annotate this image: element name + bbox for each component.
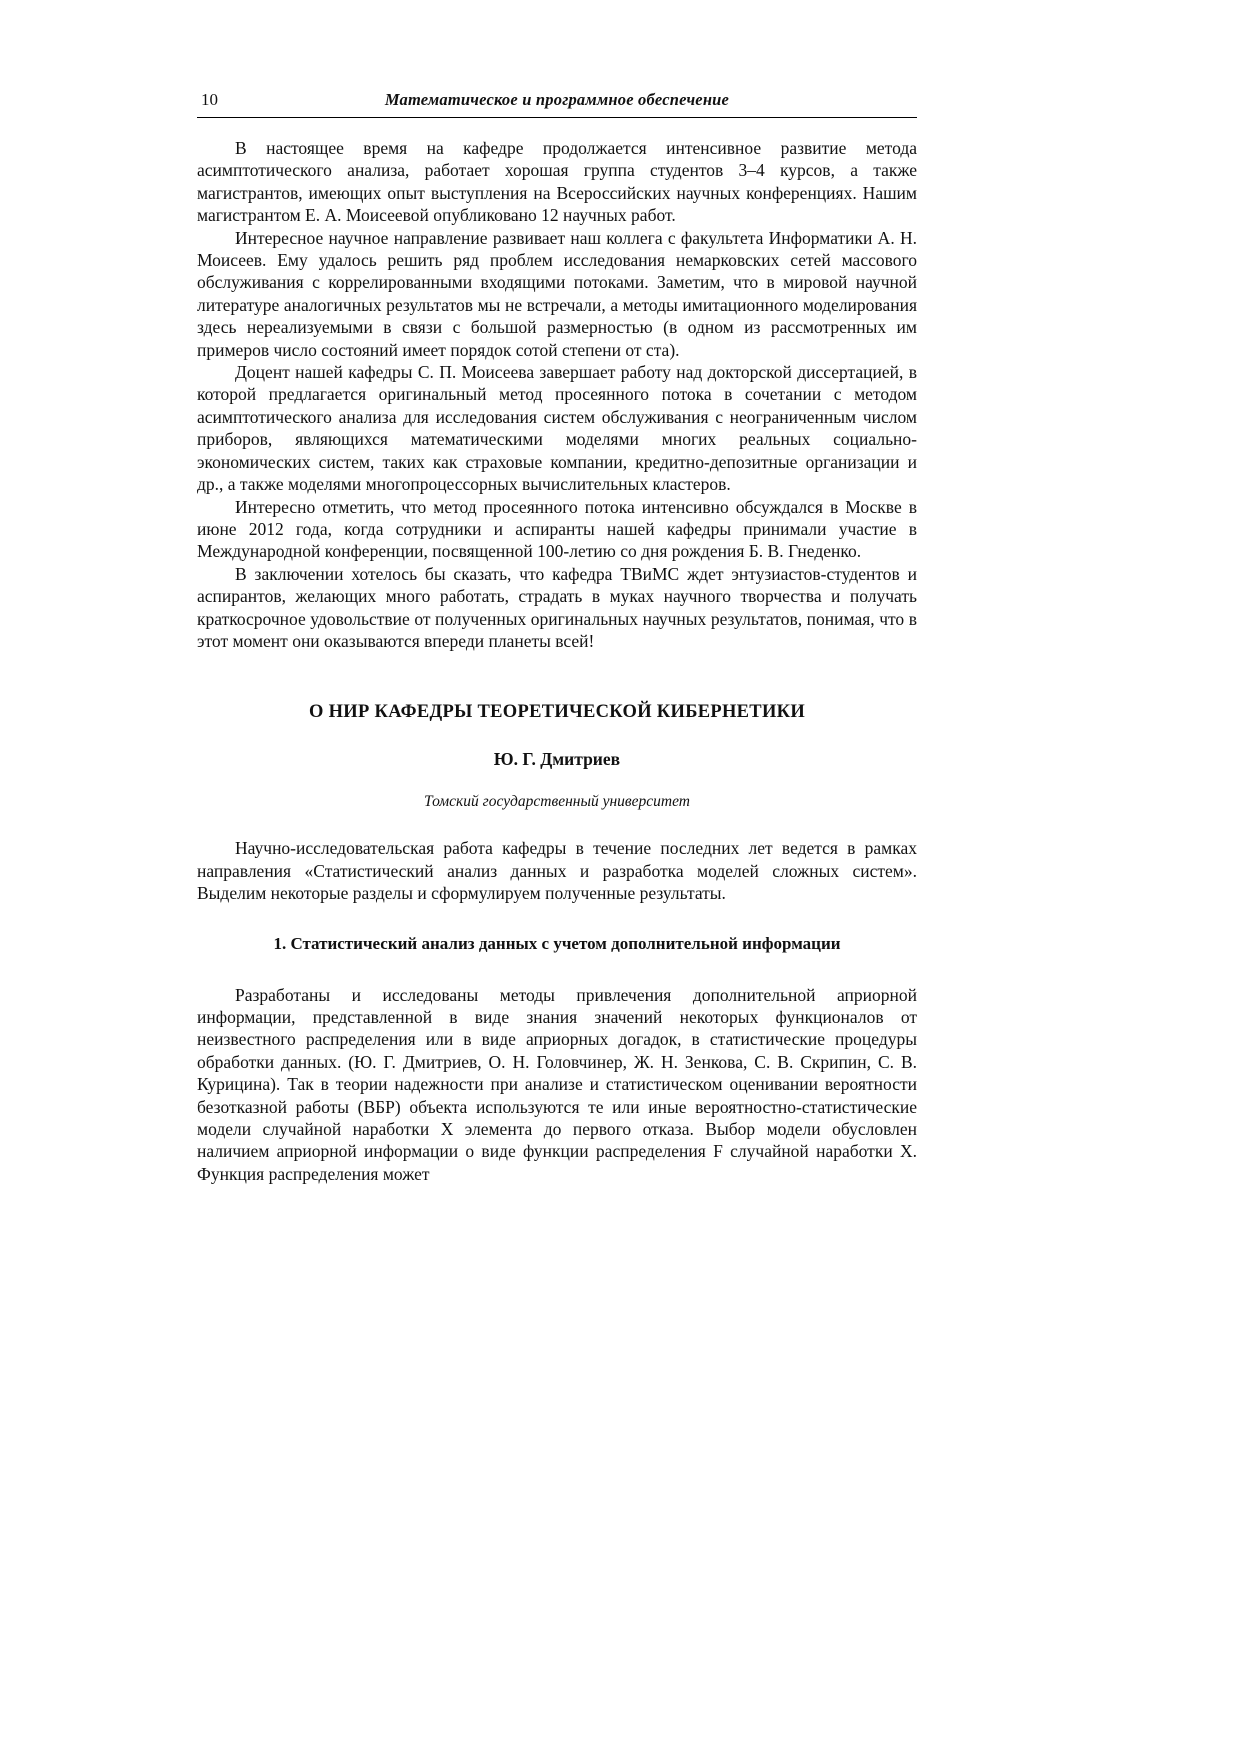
page-header	[197, 90, 917, 112]
article-affiliation: Томский государственный университет	[424, 793, 690, 811]
page-content	[197, 90, 917, 1185]
paragraph: В заключении хотелось бы сказать, что кафедра ТВиМС ждет энтузиастов-студентов и аспирантов, желающих много работать, страдать в муках научного творчества и получать краткосрочное удовольствие от полученных оригинальных научных результатов, понимая, что в этот момент они оказываются впереди планеты всей!	[197, 563, 917, 651]
paragraph: Научно-исследовательская работа кафедры в течение последних лет ведется в рамках направления «Статистический анализ данных и разработка моделей сложных систем». Выделим некоторые разделы и сформулируем полученные результаты.	[197, 838, 917, 904]
article-title: О НИР КАФЕДРЫ ТЕОРЕТИЧЕСКОЙ КИБЕРНЕТИКИ	[308, 702, 806, 723]
paragraph: Интересно отметить, что метод просеянного потока интенсивно обсуждался в Москве в июне 2012 года, когда сотрудники и аспиранты нашей кафедры принимали участие в Международной конференции, посвященной 100-летию со дня рождения Б. В. Гнеденко.	[197, 496, 917, 562]
article-intro-section	[197, 837, 917, 904]
paragraph: Доцент нашей кафедры С. П. Моисеева завершает работу над докторской диссертацией, в которой предлагается оригинальный метод просеянного потока в сочетании с методом асимптотического анализа для исследования систем обслуживания с неограниченным числом приборов, являющихся математическими моделями многих реальных социально-экономических систем, таких как страховые компании, кредитно-депозитные организации и др., а также моделями многопроцессорных вычислительных кластеров.	[197, 362, 917, 495]
running-title: Математическое и программное обеспечение	[384, 90, 730, 109]
header-rule	[197, 117, 917, 118]
paragraph: Разработаны и исследованы методы привлечения дополнительной априорной информации, представленной в виде знания значений некоторых функционалов от неизвестного распределения или в виде априорных догадок, в статистические процедуры обработки данных. (Ю. Г. Дмитриев, О. Н. Головчинер, Ж. Н. Зенкова, С. В. Скрипин, С. В. Курицина). Так в теории надежности при анализе и статистическом оценивании вероятности безотказной работы (ВБР) объекта используются те или иные вероятностно-статистические модели случайной наработки X элемента до первого отказа. Выбор модели обусловлен наличием априорной информации о виде функции распределения F случайной наработки X. Функция распределения может	[197, 984, 917, 1184]
section-heading: 1. Статистический анализ данных с учетом дополнительной информации	[273, 933, 841, 953]
paragraph: Интересное научное направление развивает наш коллега с факультета Информатики А. Н. Моисеев. Ему удалось решить ряд проблем исследования немарковских сетей массового обслуживания с коррелированными входящими потоками. Заметим, что в мировой научной литературе аналогичных результатов мы не встречали, а методы имитационного моделирования здесь нереализуемыми в связи с большой размерностью (в одном из рассмотренных им примеров число состояний имеет порядок сотой степени от ста).	[197, 227, 917, 360]
article-body-section	[197, 984, 917, 1186]
article-author: Ю. Г. Дмитриев	[493, 749, 621, 770]
body-section	[197, 137, 917, 652]
page-number: 10	[201, 90, 218, 109]
paragraph: В настоящее время на кафедре продолжается интенсивное развитие метода асимптотического анализа, работает хорошая группа студентов 3–4 курсов, а также магистрантов, имеющих опыт выступления на Всероссийских научных конференциях. Нашим магистрантом Е. А. Моисеевой опубликовано 12 научных работ.	[197, 138, 917, 226]
